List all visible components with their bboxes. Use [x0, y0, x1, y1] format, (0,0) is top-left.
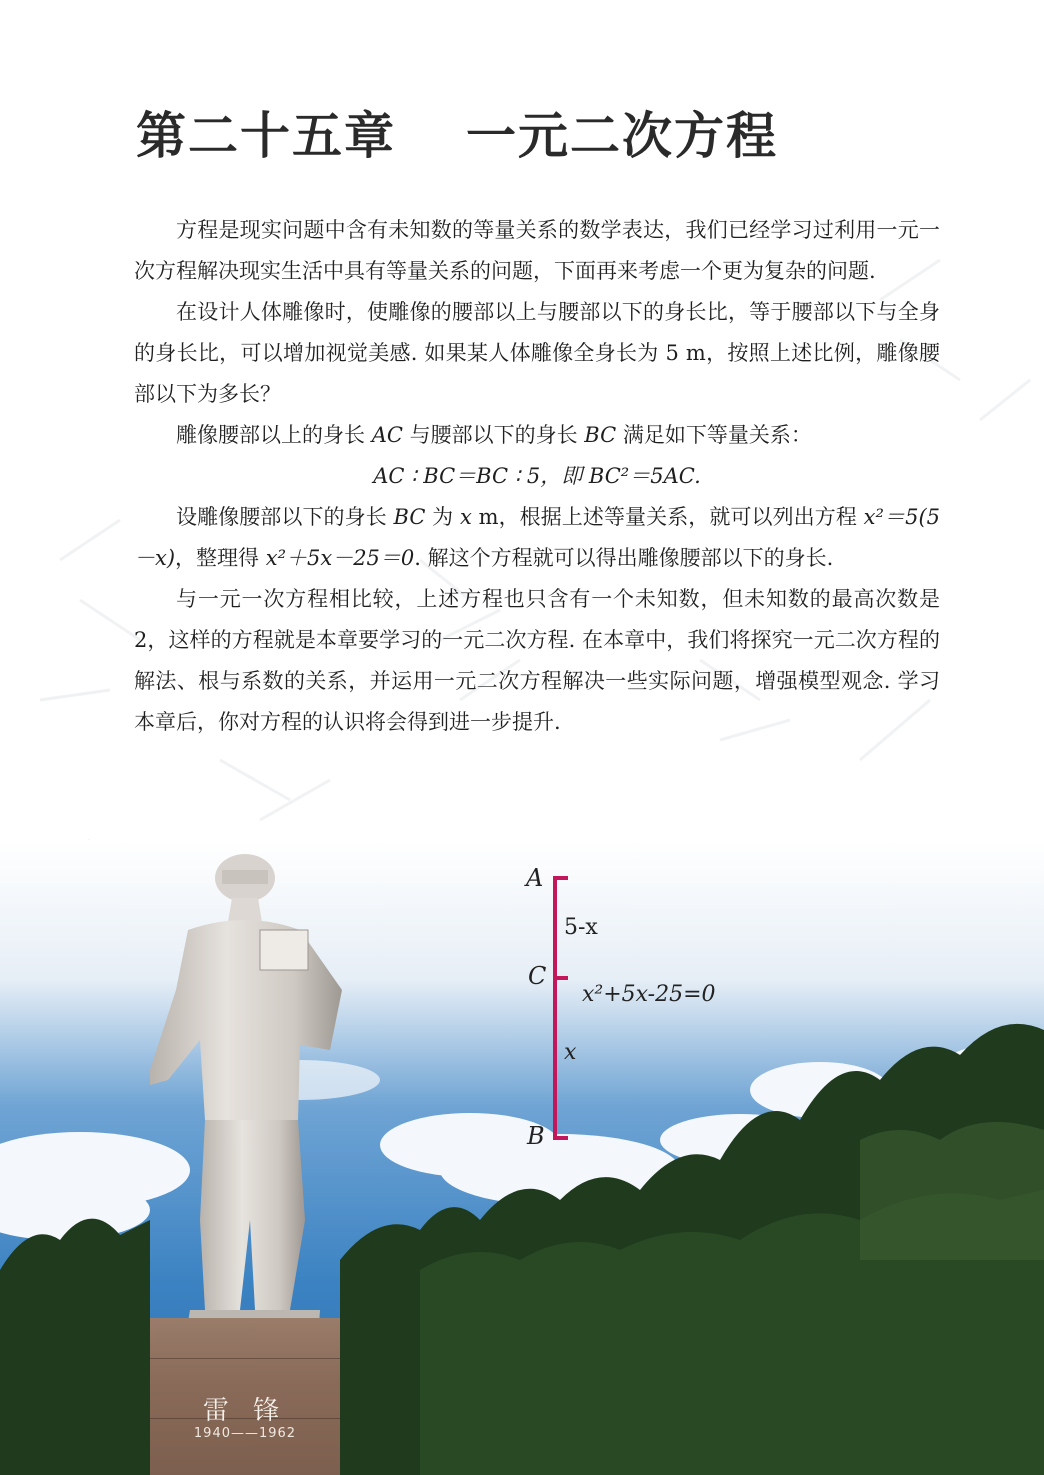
- paragraph-intro: 方程是现实问题中含有未知数的等量关系的数学表达，我们已经学习过利用一元一次方程解决现实生活中具有等量关系的问题，下面再来考虑一个更为复杂的问题.: [134, 218, 940, 283]
- chapter-number: 第二十五章: [136, 107, 396, 165]
- equation-1: x²＝5(5－x): [134, 505, 941, 570]
- chapter-name: 一元二次方程: [466, 107, 778, 165]
- proportion-equation: AC ∶ BC＝BC ∶ 5，即 BC²＝5AC.: [373, 464, 701, 488]
- diagram-equation: x²+5x-25=0: [582, 982, 716, 1007]
- point-c-label: C: [528, 962, 547, 990]
- lower-segment-label: x: [564, 1040, 577, 1065]
- statue-name: 雷 锋: [202, 1396, 288, 1426]
- paragraph-chapter-overview: 与一元一次方程相比较，上述方程也只含有一个未知数，但未知数的最高次数是 2，这样的方程就是本章要学习的一元二次方程. 在本章中，我们将探究一元二次方程的解法、根与系数的关系，并运用一元二次方程解决一些实际问题，增强模型观念. 学习本章后，你对方程的认识将会得到进一步提升.: [134, 587, 940, 734]
- equation-2: x²＋5x－25＝0: [265, 546, 415, 570]
- upper-segment-label: 5-x: [564, 915, 598, 940]
- point-a-label: A: [526, 864, 544, 892]
- math-bc: BC: [584, 423, 617, 447]
- paragraph-setup-equation: 设雕像腰部以下的身长 BC 为 x m，根据上述等量关系，就可以列出方程 x²＝5(5－x)，整理得 x²＋5x－25＝0. 解这个方程就可以得出雕像腰部以下的身长.: [134, 505, 941, 570]
- paragraph-relation: 雕像腰部以上的身长 AC 与腰部以下的身长 BC 满足如下等量关系：: [176, 423, 812, 447]
- point-b-label: B: [527, 1122, 545, 1150]
- statue-years: 1940——1962: [193, 1426, 297, 1441]
- paragraph-statue-problem: 在设计人体雕像时，使雕像的腰部以上与腰部以下的身长比，等于腰部以下与全身的身长比，可以增加视觉美感. 如果某人体雕像全身长为 5 m，按照上述比例，雕像腰部以下为多长？: [134, 300, 940, 406]
- math-ac: AC: [371, 423, 403, 447]
